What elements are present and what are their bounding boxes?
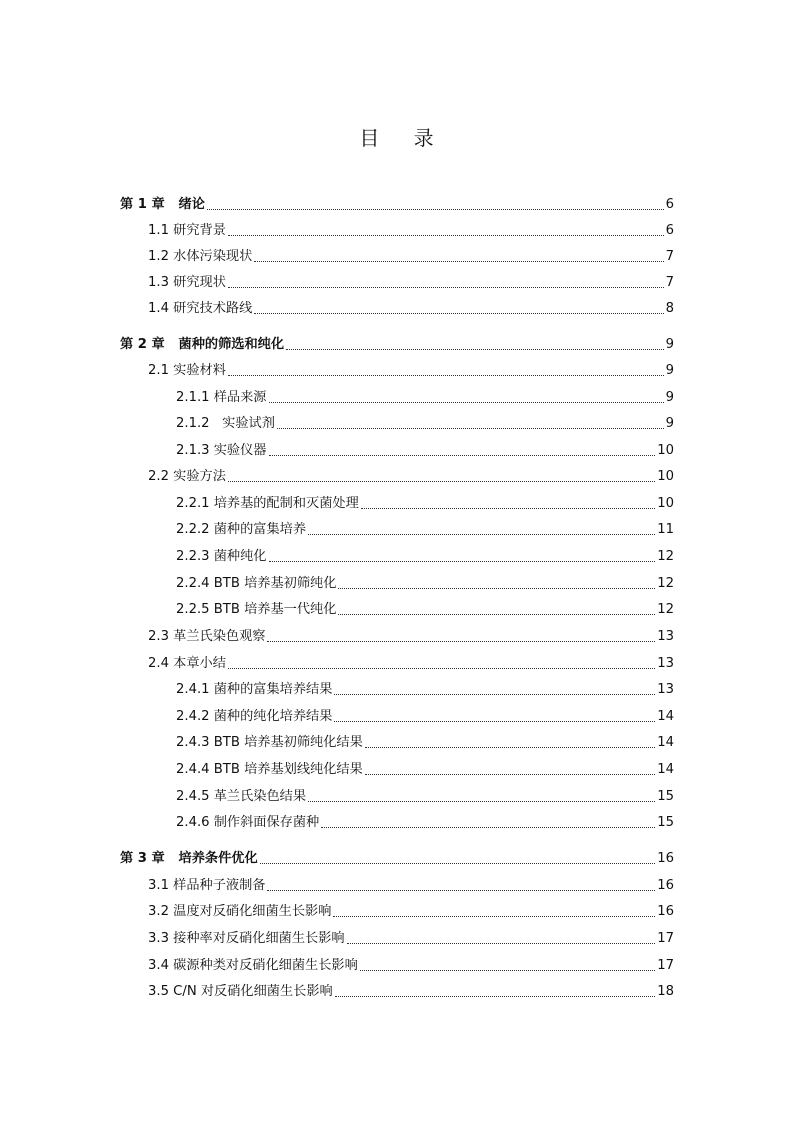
toc-entry-page: 6: [665, 197, 674, 212]
toc-entry[interactable]: [176, 547, 674, 567]
toc-entry-label: 3.2 温度对反硝化细菌生长影响: [148, 904, 332, 919]
toc-entry-page: 17: [657, 958, 674, 973]
toc-entry-page: 11: [657, 522, 674, 537]
toc-entry-page: 7: [665, 249, 674, 264]
toc-entry[interactable]: [176, 441, 674, 461]
toc-entry-label: 2.2.3 菌种纯化: [176, 549, 267, 564]
toc-entry-page: 14: [657, 735, 674, 750]
toc-leader-dots: [338, 588, 655, 589]
toc-entry[interactable]: [176, 680, 674, 700]
toc-entry-label: 2.3 革兰氏染色观察: [148, 629, 266, 644]
toc-entry-page: 16: [657, 878, 674, 893]
toc-leader-dots: [365, 774, 655, 775]
toc-entry-page: 17: [657, 931, 674, 946]
toc-entry-label: 2.4.5 革兰氏染色结果: [176, 789, 307, 804]
toc-entry-page: 15: [657, 789, 674, 804]
toc-entry-page: 12: [657, 602, 674, 617]
toc-entry-label: 2.2.5 BTB 培养基一代纯化: [176, 602, 337, 617]
toc-entry[interactable]: [120, 195, 674, 215]
toc-entry-page: 7: [665, 275, 674, 290]
toc-entry[interactable]: [148, 902, 674, 922]
toc-entry-label: 2.4.1 菌种的富集培养结果: [176, 682, 333, 697]
toc-entry[interactable]: [176, 707, 674, 727]
toc-entry-page: 12: [657, 576, 674, 591]
toc-leader-dots: [360, 970, 655, 971]
toc-entry-label: 2.2 实验方法: [148, 469, 226, 484]
toc-entry-label: 3.5 C/N 对反硝化细菌生长影响: [148, 984, 333, 999]
toc-entry[interactable]: [120, 849, 674, 869]
toc-entry-label: 第 1 章 绪论: [120, 197, 205, 212]
toc-entry[interactable]: [148, 361, 674, 381]
toc-entry[interactable]: [176, 520, 674, 540]
toc-entry[interactable]: [176, 813, 674, 833]
toc-entry[interactable]: [148, 467, 674, 487]
toc-leader-dots: [361, 508, 655, 509]
toc-entry-page: 10: [657, 469, 674, 484]
toc-entry-label: 第 2 章 菌种的筛选和纯化: [120, 337, 285, 352]
toc-entry-page: 9: [665, 337, 674, 352]
toc-leader-dots: [269, 455, 656, 456]
toc-entry-page: 15: [657, 815, 674, 830]
toc-leader-dots: [254, 313, 663, 314]
toc-entry-page: 10: [657, 496, 674, 511]
toc-leader-dots: [228, 668, 655, 669]
toc-leader-dots: [207, 209, 664, 210]
toc-entry-label: 2.2.4 BTB 培养基初筛纯化: [176, 576, 337, 591]
toc-entry-page: 9: [665, 416, 674, 431]
toc-entry-page: 13: [657, 682, 674, 697]
toc-entry-page: 12: [657, 549, 674, 564]
toc-entry[interactable]: [148, 247, 674, 267]
toc-leader-dots: [334, 694, 655, 695]
toc-leader-dots: [308, 534, 655, 535]
toc-entry-label: 2.1.3 实验仪器: [176, 443, 267, 458]
toc-entry-label: 2.4.4 BTB 培养基划线纯化结果: [176, 762, 363, 777]
toc-entry-label: 3.3 接种率对反硝化细菌生长影响: [148, 931, 345, 946]
toc-leader-dots: [260, 863, 656, 864]
toc-leader-dots: [308, 801, 655, 802]
toc-leader-dots: [228, 481, 655, 482]
toc-entry[interactable]: [176, 787, 674, 807]
toc-entry[interactable]: [176, 388, 674, 408]
toc-entry-page: 9: [665, 363, 674, 378]
toc-entry[interactable]: [148, 627, 674, 647]
toc-leader-dots: [347, 943, 656, 944]
toc-entry-page: 9: [665, 390, 674, 405]
toc-entry[interactable]: [176, 414, 674, 434]
toc-entry-label: 2.4.2 菌种的纯化培养结果: [176, 709, 333, 724]
toc-entry-label: 2.2.2 菌种的富集培养: [176, 522, 307, 537]
toc-entry[interactable]: [176, 574, 674, 594]
toc-leader-dots: [277, 428, 664, 429]
toc-entry-page: 16: [657, 851, 674, 866]
toc-entry-label: 2.4 本章小结: [148, 656, 226, 671]
toc-entry[interactable]: [148, 956, 674, 976]
toc-entry-page: 13: [657, 656, 674, 671]
toc-entry[interactable]: [148, 929, 674, 949]
toc-leader-dots: [269, 561, 656, 562]
toc-entry-page: 6: [665, 223, 674, 238]
toc-leader-dots: [365, 747, 655, 748]
toc-entry[interactable]: [148, 221, 674, 241]
toc-entry-label: 1.3 研究现状: [148, 275, 226, 290]
toc-leader-dots: [228, 235, 664, 236]
toc-leader-dots: [267, 890, 655, 891]
toc-entry-label: 2.1.2 实验试剂: [176, 416, 275, 431]
toc-leader-dots: [228, 287, 664, 288]
toc-entry[interactable]: [120, 335, 674, 355]
toc-entry-label: 2.1 实验材料: [148, 363, 226, 378]
toc-entry-page: 18: [657, 984, 674, 999]
toc-leader-dots: [333, 916, 655, 917]
toc-entry-page: 14: [657, 762, 674, 777]
toc-entry-label: 第 3 章 培养条件优化: [120, 851, 258, 866]
toc-entry-label: 2.2.1 培养基的配制和灭菌处理: [176, 496, 359, 511]
toc-entry[interactable]: [148, 654, 674, 674]
toc-entry-label: 1.4 研究技术路线: [148, 301, 253, 316]
toc-entry-page: 14: [657, 709, 674, 724]
toc-entry[interactable]: [176, 600, 674, 620]
toc-entry-page: 10: [657, 443, 674, 458]
toc-title: 目 录: [359, 126, 448, 150]
toc-entry[interactable]: [176, 494, 674, 514]
toc-entry-label: 1.1 研究背景: [148, 223, 226, 238]
toc-entry-label: 2.4.6 制作斜面保存菌种: [176, 815, 320, 830]
toc-entry[interactable]: [176, 760, 674, 780]
toc-leader-dots: [254, 261, 663, 262]
toc-entry-page: 16: [657, 904, 674, 919]
toc-leader-dots: [267, 641, 655, 642]
toc-entry-label: 3.4 碳源种类对反硝化细菌生长影响: [148, 958, 358, 973]
toc-entry-page: 13: [657, 629, 674, 644]
toc-entry-label: 2.4.3 BTB 培养基初筛纯化结果: [176, 735, 363, 750]
toc-entry[interactable]: [148, 982, 674, 1002]
toc-leader-dots: [286, 349, 664, 350]
toc-leader-dots: [228, 375, 664, 376]
toc-leader-dots: [334, 721, 655, 722]
toc-entry[interactable]: [148, 876, 674, 896]
toc-entry[interactable]: [176, 733, 674, 753]
toc-entry[interactable]: [148, 273, 674, 293]
toc-entry-label: 2.1.1 样品来源: [176, 390, 267, 405]
toc-leader-dots: [335, 996, 655, 997]
toc-entry-page: 8: [665, 301, 674, 316]
toc-leader-dots: [269, 402, 664, 403]
toc-leader-dots: [321, 827, 655, 828]
toc-entry[interactable]: [148, 299, 674, 319]
toc-leader-dots: [338, 614, 655, 615]
toc-entry-label: 3.1 样品种子液制备: [148, 878, 266, 893]
toc-entry-label: 1.2 水体污染现状: [148, 249, 253, 264]
